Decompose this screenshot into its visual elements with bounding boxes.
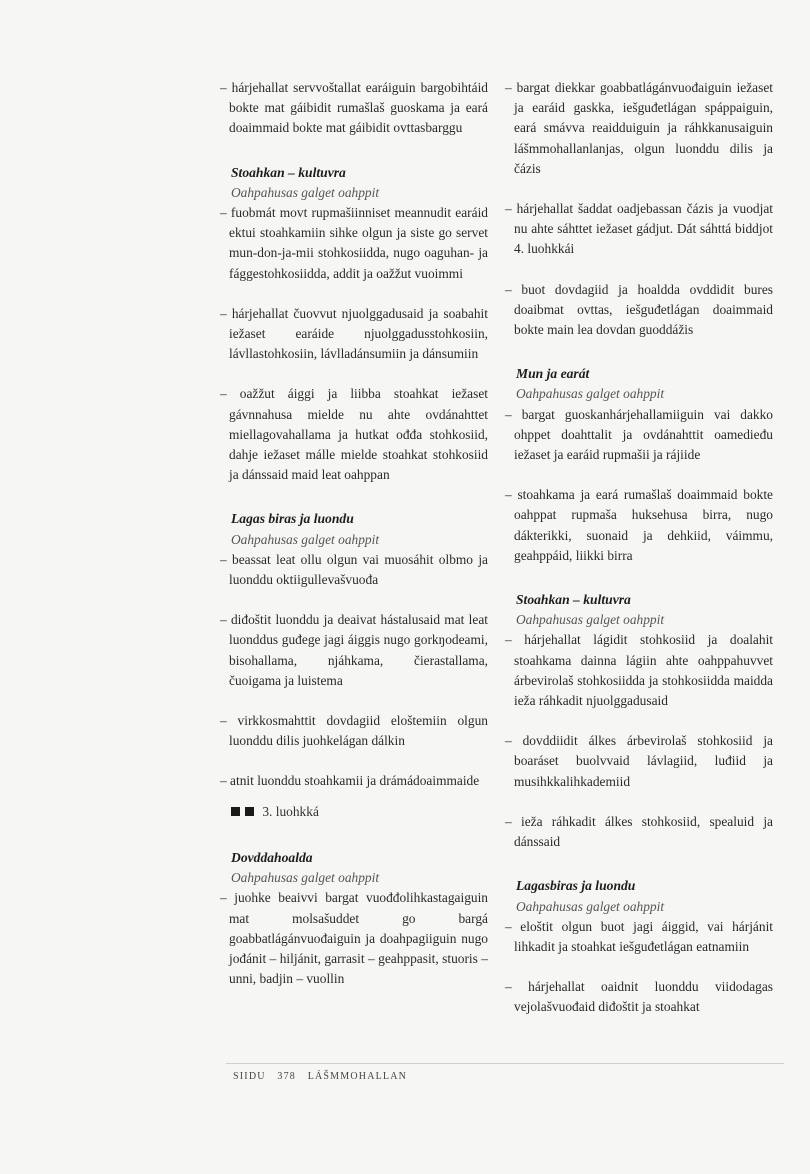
list-item: – juohke beaivvi bargat vuođđolihkastagaiguin mat molsašuddet go bargá goabbatlágánvuođaiguin ja doahpagiiguin nugo jođánit – hiljánit, garrasit – geahppasit, stuoris – unni, badjin – vuollin <box>220 888 488 989</box>
page-footer <box>233 1071 415 1082</box>
list-item: – hárjehallat čuovvut njuolggadusaid ja soabahit iežaset earáide njuolggadusstohkosiin, lávllastohkosiin, lávlladánsumiin ja dánsumiin <box>220 304 488 365</box>
list-item: – hárjehallat šaddat oadjebassan čázis ja vuodjat nu ahte sáhttet iežaset gádjut. Dát sáhttá biddjot 4. luohkkái <box>505 199 773 260</box>
list-item: – hárjehallat oaidnit luonddu viidodagas vejolašvuođaid diđoštit ja stoahkat <box>505 977 773 1017</box>
footer-divider <box>226 1063 784 1064</box>
list-item: – stoahkama ja eará rumašlaš doaimmaid bokte oahppat rupmaša huksehusa birra, nugo dákterikki, suonaid ja dehkiid, váimmu, geahppáid, liikki birra <box>505 485 773 566</box>
section-heading: Mun ja earát <box>516 366 590 382</box>
list-item: – diđoštit luonddu ja deaivat hástalusaid mat leat luonddus guđege jagi áiggis nugo gorkŋodeami, bisohallama, njáhkama, čierastallama, čuoigama ja luistema <box>220 610 488 691</box>
list-item: – virkkosmahttit dovdagiid eloštemiin olgun luonddu dilis juohkelágan dálkin <box>220 711 488 751</box>
grade-label: 3. luohkká <box>262 803 319 819</box>
left-column <box>220 78 488 989</box>
footer-section: LÁŠMMOHALLAN <box>307 1071 408 1082</box>
list-item: – beassat leat ollu olgun vai muosáhit olbmo ja luonddu oktiigullevašvuođa <box>220 550 488 590</box>
section-subheading: Oahpahusas galget oahppit <box>516 612 665 628</box>
page-number: 378 <box>277 1071 296 1082</box>
grade-heading <box>220 802 488 822</box>
section-subheading: Oahpahusas galget oahppit <box>231 184 380 200</box>
list-item: – dovddiidit álkes árbevirolaš stohkosiid ja boaráset buolvvaid lávlagiid, luđiid ja musihkkalihkademiid <box>505 731 773 792</box>
list-item: – hárjehallat lágidit stohkosiid ja doalahit stoahkama dainna lágiin ahte oahppahuvvet árbevirolaš stohkosiidda ja stohkosiidda maidda ieža ráhkadit njuolggadusaid <box>505 630 773 711</box>
list-item: – atnit luonddu stoahkamii ja drámádoaimmaide <box>220 771 488 791</box>
section-heading: Stoahkan – kultuvra <box>516 592 631 608</box>
section-subheading: Oahpahusas galget oahppit <box>231 870 380 886</box>
section-heading: Dovddahoalda <box>231 849 313 865</box>
footer-label: SIIDU <box>233 1071 266 1082</box>
square-bullet-icon <box>231 807 240 816</box>
list-item: – ieža ráhkadit álkes stohkosiid, spealuid ja dánssaid <box>505 812 773 852</box>
list-item: – buot dovdagiid ja hoaldda ovddidit bures doaibmat ovttas, iešguđetlágan doaimmaid bokte main lea dovdan guoddážis <box>505 280 773 341</box>
right-column <box>505 78 773 1018</box>
section-heading: Lagasbiras ja luondu <box>516 878 636 894</box>
list-item: – bargat diekkar goabbatlágánvuođaiguin iežaset ja earáid gaskka, iešguđetlágan spáppaiguin, eará smávva reaidduiguin ja ráhkkanusaiguin lášmmohallanlanjas, olgun luonddu dilis ja čázis <box>505 78 773 179</box>
section-heading: Stoahkan – kultuvra <box>231 164 346 180</box>
list-item: – fuobmát movt rupmašiinniset meannudit earáid ektui stoahkamiin sihke olgun ja siste go servet mun-don-ja-mii stohkosiidda, nugo oaguhan- ja fággestohkosiidda, addit ja oažžut vuoimmi <box>220 203 488 284</box>
section-subheading: Oahpahusas galget oahppit <box>516 898 665 914</box>
list-item: – hárjehallat servvoštallat earáiguin bargobihtáid bokte mat gáibidit rumašlaš guoskama ja eará doaimmaid bokte mat gáibidit ovttasbarggu <box>220 78 488 139</box>
list-item: – oažžut áiggi ja liibba stoahkat iežaset gávnnahusa mielde nu ahte ovdánahttet miellagovahallama ja hutkat ođđa stohkosiid, dahje iežaset málle mielde stoahkat stohkosiid ja dánssaid maid leat oahppan <box>220 384 488 485</box>
square-bullet-icon <box>245 807 254 816</box>
list-item: – eloštit olgun buot jagi áiggid, vai hárjánit lihkadit ja stoahkat iešguđetlágan eatnamiin <box>505 917 773 957</box>
section-heading: Lagas biras ja luondu <box>231 511 354 527</box>
section-subheading: Oahpahusas galget oahppit <box>231 531 380 547</box>
list-item: – bargat guoskanhárjehallamiiguin vai dakko ohppet doahttalit ja ovdánahttit oamedieđu iežaset ja earáid rupmašii ja rájiide <box>505 405 773 466</box>
section-subheading: Oahpahusas galget oahppit <box>516 386 665 402</box>
